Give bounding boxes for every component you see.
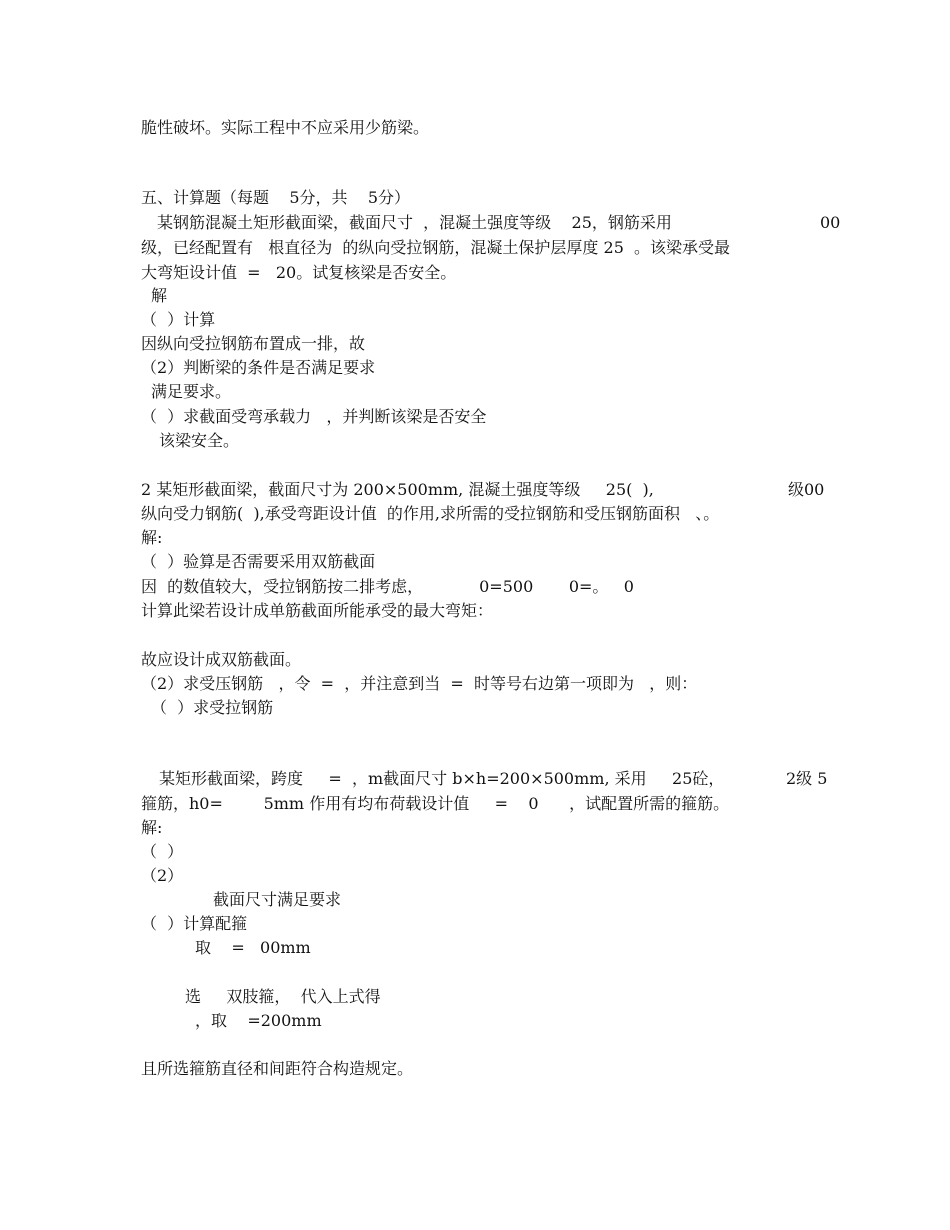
text-line: （2）求受压钢筋 ，令 = ，并注意到当 = 时等号右边第一项即为 ，则： <box>141 674 698 693</box>
text-line: （ ）计算配箍 <box>141 914 248 933</box>
text-line: 解: <box>141 818 163 837</box>
text-line: 选 双肢箍， 代入上式得 <box>185 987 381 1006</box>
text-line: 故应设计成双筋截面。 <box>141 650 302 669</box>
text-line: 级00 <box>788 480 825 499</box>
text-line: 该梁安全。 <box>159 431 240 450</box>
text-line: （ ）求受拉钢筋 <box>151 698 274 717</box>
text-line: 解: <box>141 528 163 547</box>
text-line: 箍筋，h0= 5mm 作用有均布荷载设计值 = 0 ，试配置所需的箍筋。 <box>141 794 730 813</box>
text-line: 因纵向受拉钢筋布置成一排，故 <box>141 334 366 353</box>
text-line: 解 <box>151 286 168 305</box>
text-line: 某钢筋混凝土矩形截面梁，截面尺寸 ，混凝土强度等级 25，钢筋采用 <box>157 213 672 232</box>
text-line: 满足要求。 <box>151 382 232 401</box>
text-line: 且所选箍筋直径和间距符合构造规定。 <box>141 1059 414 1078</box>
text-line: 级，已经配置有 根直径为 的纵向受拉钢筋，混凝土保护层厚度 25 。该梁承受最 <box>141 238 731 257</box>
text-line: （ ） <box>141 842 184 861</box>
text-line: （ ）求截面受弯承载力 ，并判断该梁是否安全 <box>141 407 487 426</box>
text-line: （ ）计算 <box>141 310 216 329</box>
text-line: 某矩形截面梁，跨度 = ，m截面尺寸 b×h=200×500mm, 采用 25砼， <box>159 769 725 788</box>
text-line: 00 <box>820 213 841 232</box>
text-line: （2） <box>141 866 184 885</box>
text-line: 脆性破坏。实际工程中不应采用少筋梁。 <box>141 118 430 137</box>
section-heading: 五、计算题（每题 5分，共 5分） <box>141 188 411 207</box>
text-line: 2级 5 <box>786 769 828 788</box>
text-line: ，取 =200mm <box>195 1011 322 1030</box>
text-line: 取 = 00mm <box>195 938 311 957</box>
text-line: 截面尺寸满足要求 <box>213 890 342 909</box>
text-line: 2 某矩形截面梁，截面尺寸为 200×500mm, 混凝土强度等级 25( ), <box>141 480 654 499</box>
text-line: （2）判断梁的条件是否满足要求 <box>141 358 376 377</box>
text-line: 大弯矩设计值 = 20。试复核梁是否安全。 <box>141 263 457 282</box>
text-line: （ ）验算是否需要采用双筋截面 <box>141 552 376 571</box>
text-line: 纵向受力钢筋( ),承受弯距设计值 的作用,求所需的受拉钢筋和受压钢筋面积 、。 <box>141 504 720 523</box>
text-line: 因 的数值较大，受拉钢筋按二排考虑， 0=500 0=。 0 <box>141 577 634 596</box>
text-line: 计算此梁若设计成单筋截面所能承受的最大弯矩： <box>141 601 494 620</box>
